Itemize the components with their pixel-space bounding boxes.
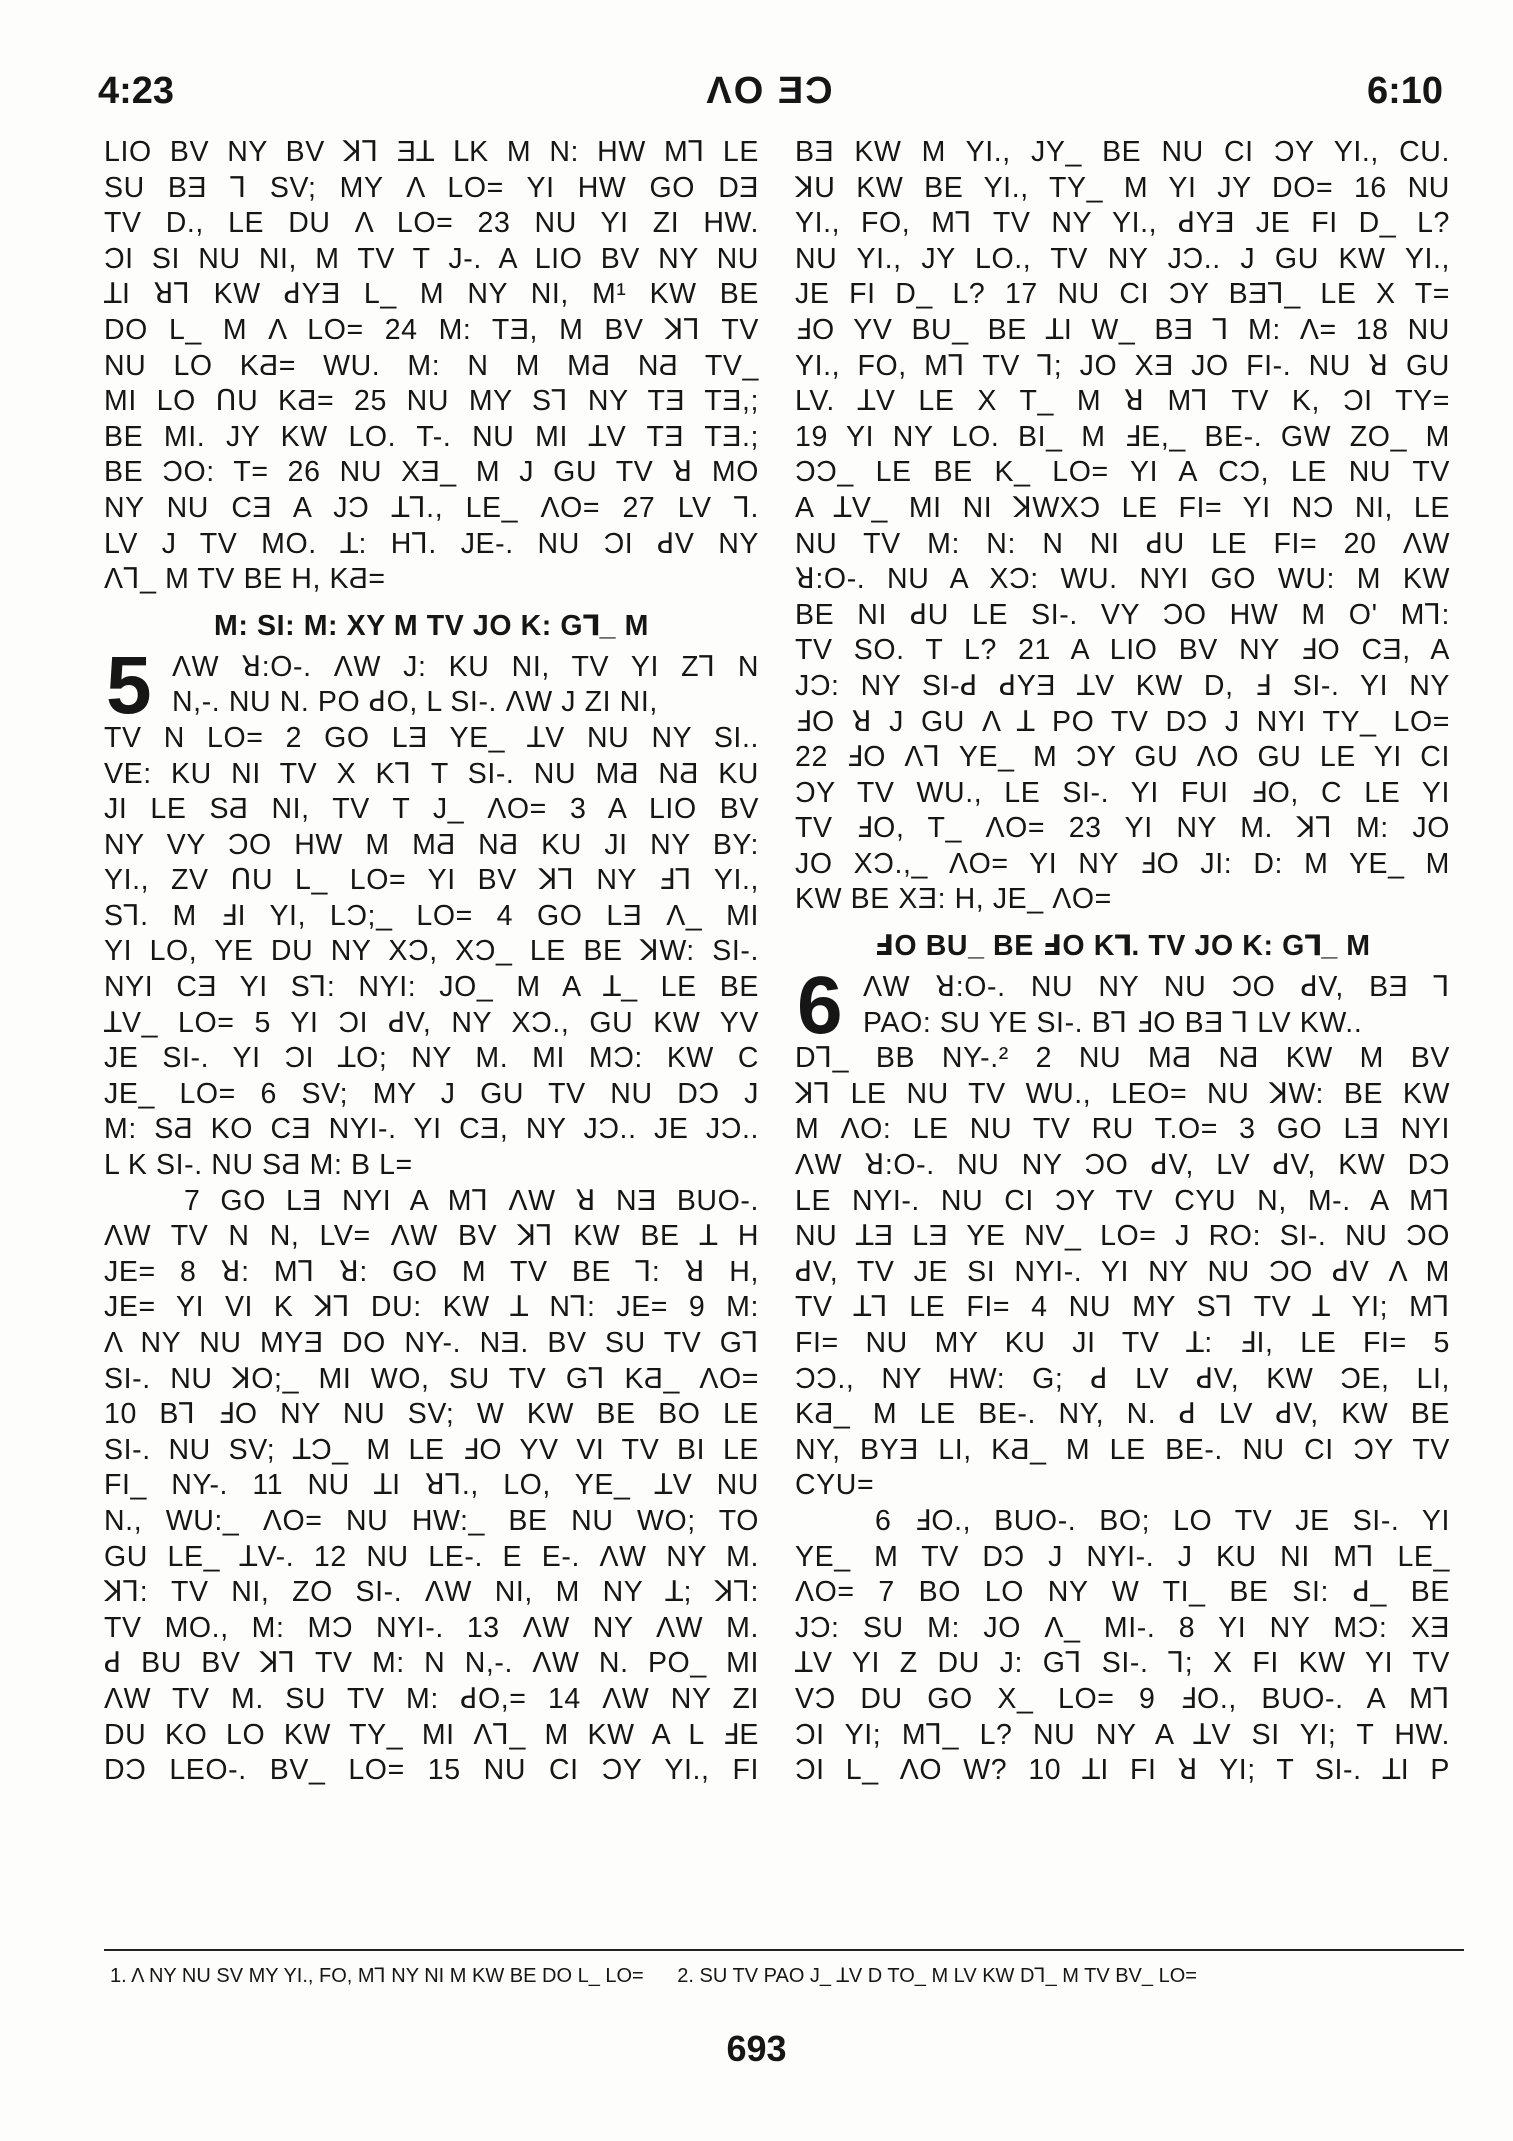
- text-line: ꓞO YV BU_ BE ꓕI W_ BƎ ꓶ M: Λ= 18 NU: [795, 313, 1450, 346]
- text-line: MI LO ꓵU KƋ= 25 NU MY Sꓶ NY TƎ TƎ,;: [104, 385, 759, 418]
- text-line: ΛW ꓤ:O-. NU NY NU ƆO ꓒV, BƎ ꓶ: [863, 971, 1450, 1004]
- text-line: ƆY TV WU., LE SI-. YI FUI ꓞO, C LE YI: [795, 776, 1450, 809]
- chapter-verse-start: 4:23: [98, 70, 175, 112]
- text-line: ΛW ꓤ:O-. NU NY ƆO ꓒV, LV ꓒV, KW DƆ: [795, 1149, 1450, 1182]
- text-line: TV ꓞO, T_ ΛO= 23 YI NY M. ꓘꓶ M: JO: [795, 812, 1450, 845]
- text-line: DU KO LO KW TY_ MI Λꓶ_ M KW A L ꓞE: [104, 1718, 759, 1751]
- text-line: ΛW TV N N, LV= ΛW BV ꓘꓶ KW BE ꓕ H: [104, 1220, 759, 1253]
- text-block: [795, 970, 1450, 1041]
- text-line: JE SI-. YI ƆI ꓕO; NY M. MI MƆ: KW C: [104, 1042, 759, 1075]
- text-line: NU YI., JY LO., TV NY JƆ.. J GU KW YI.,: [795, 242, 1450, 275]
- text-line: SI-. NU ꓘO;_ MI WO, SU TV Gꓶ KƋ_ ΛO=: [104, 1362, 759, 1395]
- text-line: ꓘꓶ LE NU TV WU., LEO= NU ꓘW: BE KW: [795, 1077, 1450, 1110]
- text-line: ƆƆ., NY HW: G; ꓒ LV ꓒV, KW ƆE, LI,: [795, 1362, 1450, 1395]
- text-line: ΛO= 7 BO LO NY W TI_ BE SI: ꓒ_ BE: [795, 1576, 1450, 1609]
- text-line: ƆI L_ ΛO W? 10 ꓕI FI ꓤ YI; T SI-. ꓕI P: [795, 1754, 1450, 1787]
- footnote-1: 1. Λ NY NU SV MY YI., FO, Mꓶ NY NI M KW BE DO L_ LO=: [110, 1965, 644, 1987]
- text-line: LV. ꓕV LE X T_ M ꓤ Mꓶ TV K, ƆI TY=: [795, 385, 1450, 418]
- text-line: YI LO, YE DU NY XƆ, XƆ_ LE BE ꓘW: SI-.: [104, 935, 759, 968]
- chapter-number: 5: [106, 639, 153, 731]
- text-line: JI LE SƋ NI, TV T J_ ΛO= 3 A LIO BV: [104, 793, 759, 826]
- paragraph: [104, 1184, 759, 1789]
- text-line: BE MI. JY KW LO. T-. NU MI ꓕV TƎ TƎ.;: [104, 420, 759, 453]
- text-line: YI., ZV ꓵU L_ LO= YI BV ꓘꓶ NY ꓞꓶ YI.,: [104, 864, 759, 897]
- text-line: SU BƎ ꓶ SV; MY Λ LO= YI HW GO DƎ: [104, 171, 759, 204]
- chapter-6-opening: [795, 960, 1450, 1052]
- text-line: LE NYI-. NU CI ƆY TV CYU N, M-. A Mꓶ: [795, 1184, 1450, 1217]
- section-heading: ꓞO BU_ BE ꓞO Kꓶ. TV JO K: Gꓶ_ M: [874, 930, 1371, 963]
- text-line: DO L_ M Λ LO= 24 M: TƎ, M BV ꓘꓶ TV: [104, 313, 759, 346]
- text-line: NY VY ƆO HW M MƋ NƋ KU JI NY BY:: [104, 828, 759, 861]
- right-column: [795, 135, 1450, 1789]
- chapter-number: 6: [797, 960, 844, 1052]
- text-line: BE ƆO: T= 26 NU XƎ_ M J GU TV ꓤ MO: [104, 456, 759, 489]
- left-column: [104, 135, 759, 1789]
- text-line: N., WU:_ ΛO= NU HW:_ BE NU WO; TO: [104, 1504, 759, 1537]
- text-line: VE: KU NI TV X Kꓶ T SI-. NU MƋ NƋ KU: [104, 757, 759, 790]
- text-line: JE= 8 ꓤ: Mꓶ ꓤ: GO M TV BE ꓶ: ꓤ H,: [104, 1255, 759, 1288]
- text-line: ꓕV YI Z DU J: Gꓶ SI-. ꓶ; X FI KW YI TV: [795, 1647, 1450, 1680]
- text-line: FI= NU MY KU JI TV ꓕ: ꓞI, LE FI= 5: [795, 1327, 1450, 1359]
- text-line: 22 ꓞO Λꓶ YE_ M ƆY GU ΛO GU LE YI CI: [795, 741, 1450, 774]
- text-line: JE= YI VI K ꓘꓶ DU: KW ꓕ Nꓶ: JE= 9 M:: [104, 1291, 759, 1324]
- text-line: BE NI ꓒU LE SI-. VY ƆO HW M O' Mꓶ:: [795, 598, 1450, 631]
- text-line: NU TV M: N: N NI ꓒU LE FI= 20 ΛW: [795, 527, 1450, 560]
- text-line: NU ꓕƎ LƎ YE NV_ LO= J RO: SI-. NU ƆO: [795, 1220, 1450, 1253]
- text-line: TV N LO= 2 GO LƎ YE_ ꓕV NU NY SI..: [104, 721, 759, 754]
- page-number: 693: [726, 2028, 787, 2069]
- text-line: NY, BYƎ LI, KƋ_ M LE BE-. NU CI ƆY TV: [795, 1433, 1450, 1466]
- text-block: [104, 135, 759, 598]
- section-heading: M: SI: M: XY M TV JO K: Gꓶ_ M: [214, 609, 649, 642]
- text-line: JƆ: NY SI-ꓒ ꓒYƎ ꓕV KW D, ꓞ SI-. YI NY: [795, 669, 1450, 702]
- footnote-2: 2. SU TV PAO J_ ꓕV D TO_ M LV KW Dꓶ_ M TV BV_ LO=: [677, 1965, 1197, 1987]
- text-line: NYI CƎ YI Sꓶ: NYI: JO_ M A ꓕ_ LE BE: [104, 971, 759, 1004]
- text-line: CYU=: [795, 1469, 875, 1502]
- text-line: ꓒV, TV JE SI NYI-. YI NY NU ƆO ꓒV Λ M: [795, 1255, 1450, 1288]
- text-line: ƆƆ_ LE BE K_ LO= YI A CƆ, LE NU TV: [795, 456, 1450, 489]
- text-line: YI., FO, Mꓶ TV NY YI., ꓒYƎ JE FI D_ L?: [795, 207, 1450, 240]
- text-line: JO XƆ.,_ ΛO= YI NY ꓞO JI: D: M YE_ M: [795, 847, 1450, 880]
- book-title: ΛO ƎƆ: [706, 70, 835, 112]
- footnotes: [110, 1962, 1460, 1990]
- text-line: TV D., LE DU Λ LO= 23 NU YI ZI HW.: [104, 207, 759, 240]
- text-line: LV J TV MO. ꓕ: Hꓶ. JE-. NU ƆI ꓒV NY: [104, 527, 759, 560]
- text-line: ꓤ:O-. NU A XƆ: WU. NYI GO WU: M KW: [795, 563, 1450, 596]
- text-line: M ΛO: LE NU TV RU T.O= 3 GO LƎ NYI: [795, 1113, 1450, 1146]
- text-block: [795, 135, 1450, 918]
- text-line: JƆ: SU M: JO Λ_ MI-. 8 YI NY MƆ: XƎ: [795, 1611, 1450, 1644]
- chapter-verse-end: 6:10: [1366, 70, 1443, 112]
- text-line: ΛW ꓤ:O-. ΛW J: KU NI, TV YI Zꓶ N: [172, 650, 759, 683]
- text-line: 6 ꓞO., BUO-. BO; LO TV JE SI-. YI: [875, 1504, 1450, 1537]
- text-line: DƆ LEO-. BV_ LO= 15 NU CI ƆY YI., FI: [104, 1754, 759, 1787]
- text-block: [795, 1041, 1450, 1504]
- paragraph: [795, 1504, 1450, 1789]
- text-line: PAO: SU YE SI-. Bꓶ ꓞO BƎ ꓶ LV KW..: [863, 1006, 1363, 1039]
- running-head: [98, 66, 1443, 116]
- text-line: LIO BV NY BV ꓘꓶ Ǝꓕ ꓡK M N: HW Mꓶ LE: [104, 136, 759, 168]
- text-line: YE_ M TV DƆ J NYI-. J KU NI Mꓶ LE_: [795, 1540, 1450, 1573]
- text-line: ꓞO ꓤ J GU Λ ꓕ PO TV DƆ J NYI TY_ LO=: [795, 705, 1450, 738]
- text-line: Dꓶ_ BB NY-.² 2 NU MƋ NƋ KW M BV: [795, 1042, 1450, 1075]
- text-line: KƋ_ M LE BE-. NY, N. ꓒ LV ꓒV, KW BE: [795, 1398, 1450, 1431]
- text-line: VƆ DU GO X_ LO= 9 ꓞO., BUO-. A Mꓶ: [795, 1682, 1450, 1715]
- text-line: ꓘU KW BE YI., TY_ M YI JY DO= 16 NU: [795, 171, 1450, 204]
- text-line: SI-. NU SV; ꓕƆ_ M LE ꓞO YV VI TV BI LE: [104, 1433, 759, 1466]
- text-line: N,-. NU N. PO ꓒO, L SI-. ΛW J ZI NI,: [172, 686, 658, 719]
- text-line: ꓒ BU BV ꓘꓶ TV M: N N,-. ΛW N. PO_ MI: [104, 1647, 759, 1680]
- text-line: JE FI D_ L? 17 NU CI ƆY BƎꓶ_ LE X T=: [795, 278, 1450, 311]
- text-line: FI_ NY-. 11 NU ꓕI ꓤꓶ., LO, YE_ ꓕV NU: [104, 1469, 759, 1502]
- text-line: ꓕI ꓤꓶ KW ꓒYƎ L_ M NY NI, M¹ KW BE: [104, 278, 759, 311]
- text-block: [104, 721, 759, 1184]
- text-line: ƆI SI NU NI, M TV T J-. A LIO BV NY NU: [104, 242, 759, 275]
- text-line: 7 GO LƎ NYI A Mꓶ ΛW ꓤ NƎ BUO-.: [184, 1184, 759, 1217]
- text-line: JE_ LO= 6 SV; MY J GU TV NU DƆ J: [104, 1077, 759, 1110]
- text-line: BƎ KW M YI., JY_ BE NU CI ƆY YI., CU.: [795, 136, 1450, 168]
- text-line: YI., FO, Mꓶ TV ꓶ; JO XƎ JO FI-. NU ꓤ GU: [795, 349, 1450, 382]
- footnote-rule: [104, 1949, 1464, 1951]
- text-line: GU LE_ ꓕV-. 12 NU LE-. E E-. ΛW NY M.: [104, 1540, 759, 1573]
- chapter-5-opening: [104, 639, 759, 731]
- text-line: KW BE XƎ: H, JE_ ΛO=: [795, 883, 1112, 916]
- text-line: NY NU CƎ A JƆ ꓕꓶ., LE_ ΛO= 27 LV ꓶ.: [104, 491, 759, 524]
- text-block: [104, 650, 759, 721]
- text-line: NU LO KƋ= WU. M: N M MƋ NƋ TV_: [104, 349, 759, 382]
- text-line: Λꓶ_ M TV BE H, KƋ=: [104, 563, 386, 596]
- text-line: M: SƋ KO CƎ NYI-. YI CƎ, NY JƆ.. JE JƆ..: [104, 1113, 759, 1146]
- text-line: 10 Bꓶ ꓞO NY NU SV; W KW BE BO LE: [104, 1398, 759, 1431]
- text-line: TV ꓕꓶ LE FI= 4 NU MY Sꓶ TV ꓕ YI; Mꓶ: [795, 1291, 1450, 1324]
- text-line: ꓘꓶ: TV NI, ZO SI-. ΛW NI, M NY ꓕ; ꓘꓶ:: [104, 1576, 759, 1609]
- text-line: ƆI YI; Mꓶ_ L? NU NY A ꓕV SI YI; T HW.: [795, 1718, 1450, 1751]
- text-line: TV SO. T L? 21 A LIO BV NY ꓞO CƎ, A: [795, 634, 1450, 667]
- text-line: TV MO., M: MƆ NYI-. 13 ΛW NY ΛW M.: [104, 1611, 759, 1644]
- text-line: ꓕV_ LO= 5 YI ƆI ꓒV, NY XƆ., GU KW YV: [104, 1006, 759, 1039]
- text-line: 19 YI NY LO. BI_ M ꓞE,_ BE-. GW ZO_ M: [795, 420, 1450, 453]
- text-line: A ꓕV_ MI NI ꓘWXƆ LE FI= YI NƆ NI, LE: [795, 491, 1450, 524]
- text-line: L K SI-. NU SƋ M: B L=: [104, 1149, 413, 1182]
- text-line: Sꓶ. M ꓞI YI, LƆ;_ LO= 4 GO LƎ Λ_ MI: [104, 899, 759, 932]
- text-line: Λ NY NU MYƎ DO NY-. NƎ. BV SU TV Gꓶ: [104, 1327, 759, 1359]
- text-line: ΛW TV M. SU TV M: ꓒO,= 14 ΛW NY ZI: [104, 1682, 759, 1715]
